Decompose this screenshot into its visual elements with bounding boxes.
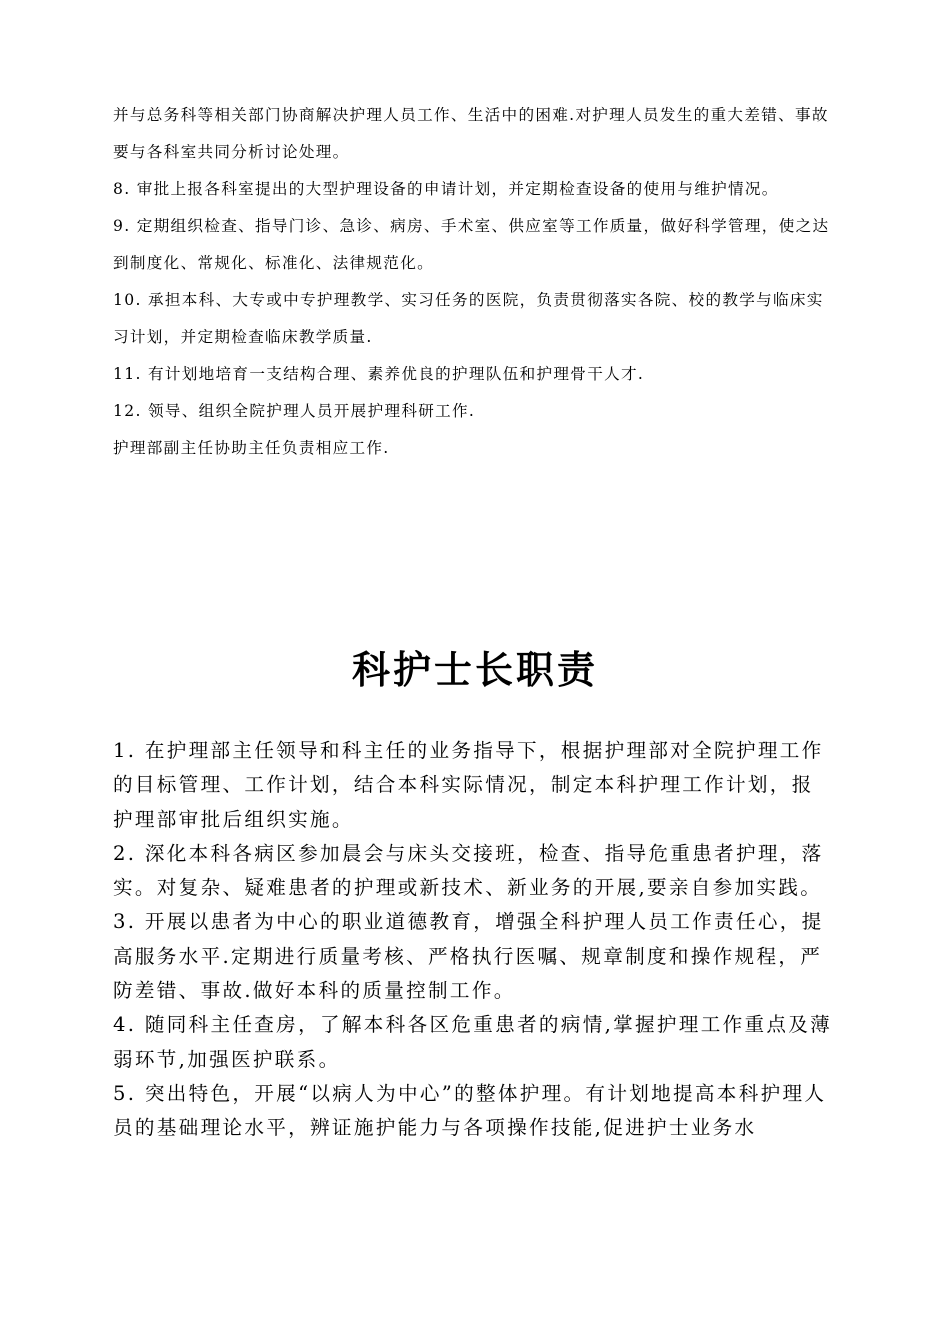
paragraph-item-9: 9. 定期组织检查、指导门诊、急诊、病房、手术室、供应室等工作质量，做好科学管理，使之达到制度化、常规化、标准化、法律规范化。 [113, 217, 830, 272]
hospital-duties-continued [113, 97, 833, 467]
paragraph-item-8: 8. 审批上报各科室提出的大型护理设备的申请计划，并定期检查设备的使用与维护情况。 [113, 180, 779, 198]
head-nurse-duties [113, 734, 833, 1146]
paragraph-deputy-note: 护理部副主任协助主任负责相应工作. [113, 439, 390, 457]
paragraph-coordination: 并与总务科等相关部门协商解决护理人员工作、生活中的困难.对护理人员发生的重大差错、事故要与各科室共同分析讨论处理。 [113, 106, 829, 161]
section-title: 科护士长职责 [351, 648, 598, 692]
paragraph-item-11: 11. 有计划地培育一支结构合理、素养优良的护理队伍和护理骨干人才. [113, 365, 645, 383]
duty-item-3: 3. 开展以患者为中心的职业道德教育，增强全科护理人员工作责任心，提高服务水平.定期进行质量考核、严格执行医嘱、规章制度和操作规程，严防差错、事故.做好本科的质量控制工作。 [113, 910, 824, 1003]
paragraph-item-10: 10. 承担本科、大专或中专护理教学、实习任务的医院，负责贯彻落实各院、校的教学与临床实习计划，并定期检查临床教学质量. [113, 291, 824, 346]
duty-item-4: 4. 随同科主任查房，了解本科各区危重患者的病情,掌握护理工作重点及薄弱环节,加强医护联系。 [113, 1013, 833, 1071]
paragraph-item-12: 12. 领导、组织全院护理人员开展护理科研工作. [113, 402, 476, 420]
duty-item-1: 1. 在护理部主任领导和科主任的业务指导下，根据护理部对全院护理工作的目标管理、工作计划，结合本科实际情况，制定本科护理工作计划，报护理部审批后组织实施。 [113, 739, 824, 831]
duty-item-5: 5. 突出特色，开展“以病人为中心”的整体护理。有计划地提高本科护理人员的基础理论水平，辨证施护能力与各项操作技能,促进护士业务水 [113, 1081, 827, 1140]
duty-item-2: 2. 深化本科各病区参加晨会与床头交接班，检查、指导危重患者护理，落实。对复杂、疑难患者的护理或新技术、新业务的开展,要亲自参加实践。 [113, 841, 824, 900]
